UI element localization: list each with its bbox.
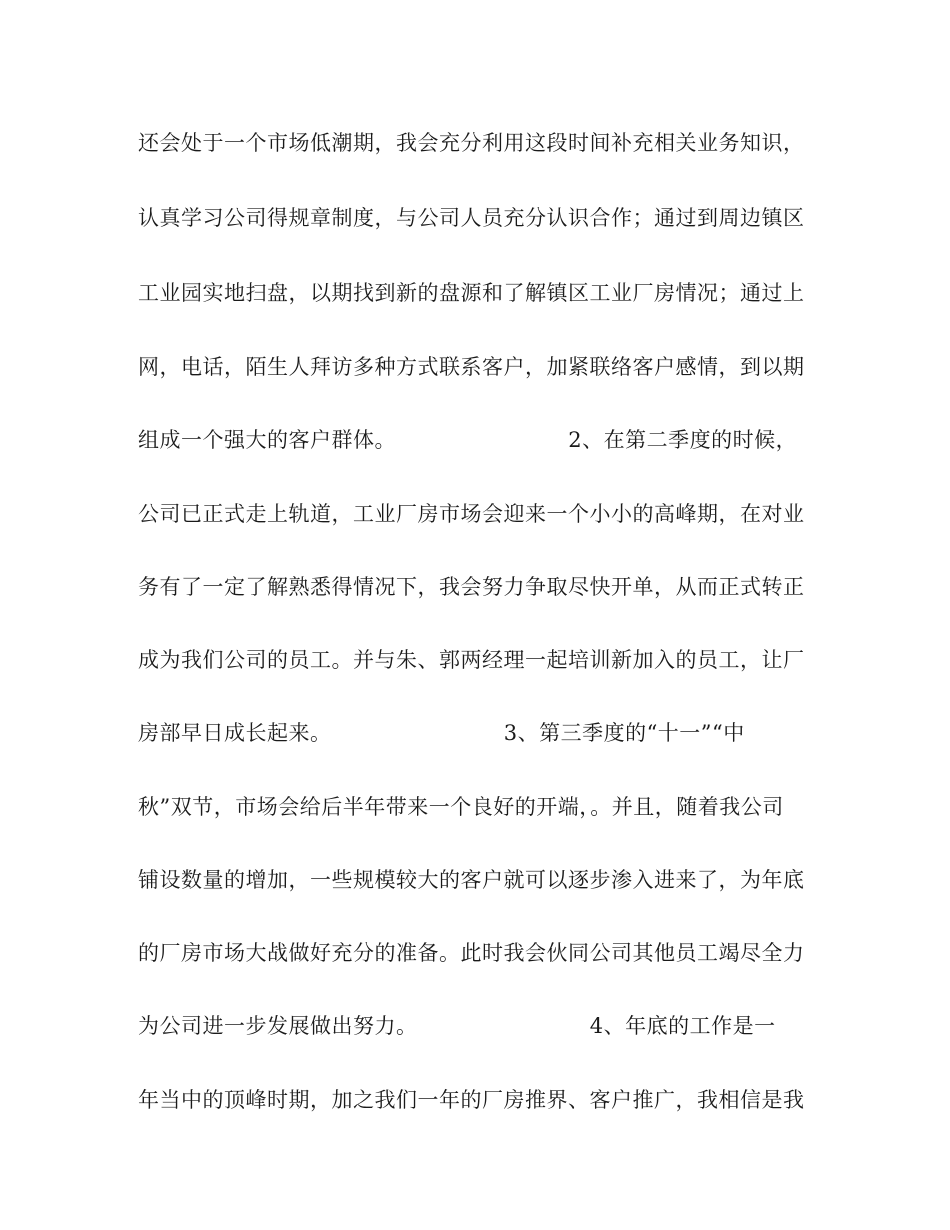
text-line: 为公司进一步发展做出努力。 4、年底的工作是一 xyxy=(138,1014,776,1038)
text-line: 工业园实地扫盘，以期找到新的盘源和了解镇区工业厂房情况；通过上 xyxy=(138,281,805,305)
text-line: 铺设数量的增加，一些规模较大的客户就可以逐步渗入进来了，为年底 xyxy=(138,868,805,892)
text-line: 认真学习公司得规章制度，与公司人员充分认识合作；通过到周边镇区 xyxy=(138,206,805,230)
text-line: 秋”双节，市场会给后半年带来一个良好的开端，。并且，随着我公司 xyxy=(138,795,784,819)
text-line: 公司已正式走上轨道，工业厂房市场会迎来一个小小的高峰期，在对业 xyxy=(138,502,805,526)
text-line: 组成一个强大的客户群体。 2、在第二季度的时候， xyxy=(138,428,798,452)
text-line: 的厂房市场大战做好充分的准备。此时我会伙同公司其他员工竭尽全力 xyxy=(138,941,805,965)
text-line: 网，电话，陌生人拜访多种方式联系客户，加紧联络客户感情，到以期 xyxy=(138,355,805,379)
text-line: 务有了一定了解熟悉得情况下，我会努力争取尽快开单，从而正式转正 xyxy=(138,575,805,599)
text-line: 年当中的顶峰时期，加之我们一年的厂房推界、客户推广，我相信是我 xyxy=(138,1088,805,1112)
text-line: 房部早日成长起来。 3、第三季度的“十一”“中 xyxy=(138,721,745,745)
text-line: 还会处于一个市场低潮期，我会充分利用这段时间补充相关业务知识， xyxy=(138,131,805,155)
text-line: 成为我们公司的员工。并与朱、郭两经理一起培训新加入的员工，让厂 xyxy=(138,648,805,672)
